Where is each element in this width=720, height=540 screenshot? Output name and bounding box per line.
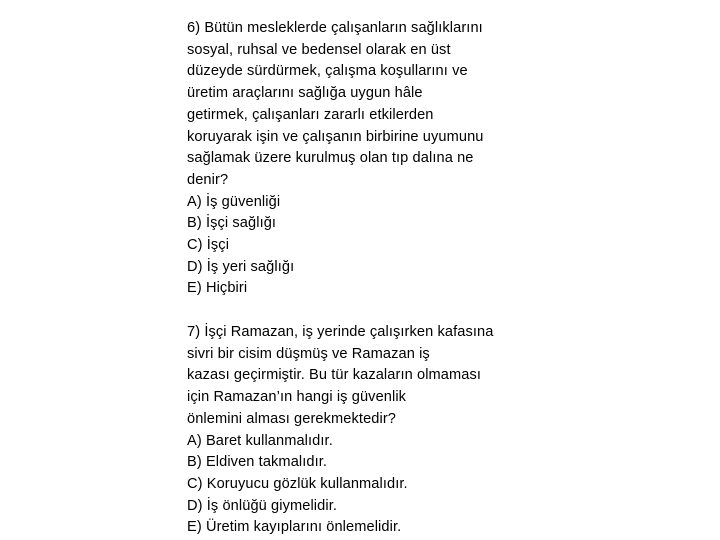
question-stem-line: sağlamak üzere kurulmuş olan tıp dalına ne [187, 150, 474, 167]
option-c: C) Koruyucu gözlük kullanmalıdır. [187, 475, 408, 492]
question-stem-line: sivri bir cisim düşmüş ve Ramazan iş [187, 345, 430, 362]
option-c: C) İşçi [187, 237, 230, 254]
question-stem-line: üretim araçlarını sağlığa uygun hâle [187, 85, 423, 102]
question-6 [187, 18, 547, 300]
question-stem-line: koruyarak işin ve çalışanın birbirine uyumunu [187, 128, 484, 145]
question-stem-line: İşçi Ramazan, iş yerinde çalışırken kafasına [204, 324, 494, 340]
question-stem-line: denir? [187, 171, 229, 188]
question-number: 6 [187, 20, 196, 36]
option-b: B) İşçi sağlığı [187, 215, 277, 232]
question-stem-line: düzeyde sürdürmek, çalışma koşullarını ve [187, 63, 468, 80]
option-a: A) Baret kullanmalıdır. [187, 432, 333, 449]
option-e: E) Hiçbiri [187, 280, 248, 297]
question-7-first-line: 7) İşçi Ramazan, iş yerinde çalışırken kafasına [187, 324, 494, 340]
question-stem-line: kazası geçirmiştir. Bu tür kazaların olmaması [187, 367, 482, 384]
question-stem-line: için Ramazan’ın hangi iş güvenlik [187, 389, 407, 406]
question-number: 7 [187, 324, 196, 340]
option-d: D) İş önlüğü giymelidir. [187, 497, 338, 514]
option-d: D) İş yeri sağlığı [187, 258, 295, 275]
question-stem-line: sosyal, ruhsal ve bedensel olarak en üst [187, 41, 451, 58]
question-stem-line: getirmek, çalışanları zararlı etkilerden [187, 106, 434, 123]
option-a: A) İş güvenliği [187, 193, 281, 210]
question-7 [187, 322, 547, 539]
option-b: B) Eldiven takmalıdır. [187, 454, 328, 471]
question-stem-line: önlemini alması gerekmektedir? [187, 410, 397, 427]
option-e: E) Üretim kayıplarını önlemelidir. [187, 519, 402, 536]
question-6-first-line: 6) Bütün mesleklerde çalışanların sağlıklarını [187, 20, 483, 36]
question-stem-line: Bütün mesleklerde çalışanların sağlıklarını [204, 20, 483, 36]
